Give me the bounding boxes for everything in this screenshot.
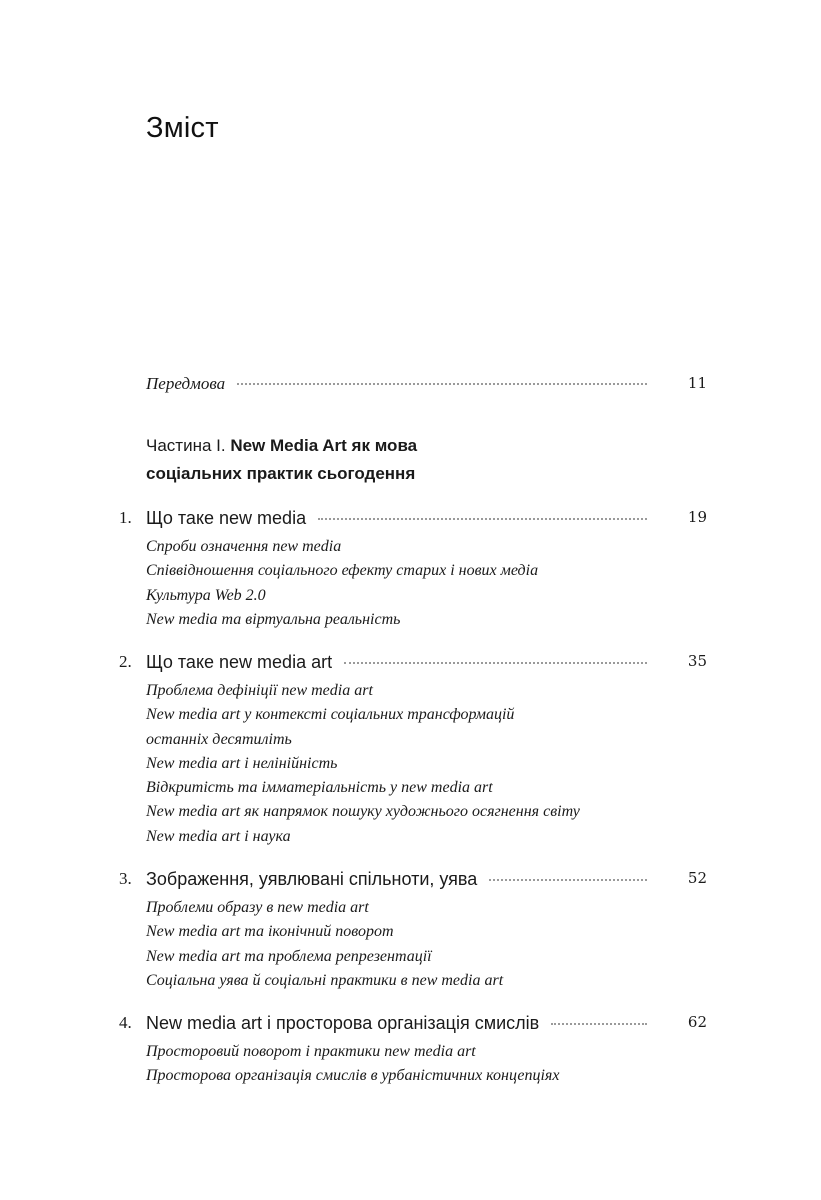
subsection[interactable]: Проблеми образу в new media art <box>146 899 369 916</box>
chapter-number: 4. <box>119 1013 132 1032</box>
page-number: 52 <box>687 869 707 887</box>
chapter-title: Що таке new media <box>146 508 307 528</box>
chapter-title: New media art і просторова організація смислів <box>146 1013 540 1033</box>
dot-leader <box>318 518 647 520</box>
subsection[interactable]: New media art і наука <box>146 827 291 845</box>
toc-entry-chapter-2[interactable] <box>119 652 707 673</box>
toc-entry-preface[interactable] <box>146 374 707 394</box>
page-number: 19 <box>687 508 707 526</box>
chapter-4-subsections <box>146 1040 559 1089</box>
dot-leader <box>344 662 647 664</box>
preface-label: Передмова <box>146 374 226 393</box>
dot-leader <box>489 879 647 881</box>
subsection[interactable]: Проблема дефініції new media art <box>146 682 373 699</box>
chapter-number: 2. <box>119 652 132 671</box>
part-heading <box>146 432 417 488</box>
part-prefix: Частина І. <box>146 436 226 455</box>
toc-entry-chapter-1[interactable] <box>119 508 707 529</box>
chapter-title: Що таке new media art <box>146 652 333 672</box>
part-title-line2: соціальних практик сьогодення <box>146 464 416 483</box>
subsection[interactable]: New media art у контексті соціальних трансформацій <box>146 706 515 724</box>
chapter-number: 3. <box>119 869 132 888</box>
subsection[interactable]: New media та віртуальна реальність <box>146 610 401 628</box>
subsection[interactable]: Просторовий поворот і практики new media art <box>146 1043 476 1060</box>
page-title: Зміст <box>146 112 219 144</box>
chapter-1-subsections <box>146 535 538 632</box>
chapter-title: Зображення, уявлювані спільноти, уява <box>146 869 478 889</box>
toc-entry-chapter-4[interactable] <box>119 1013 707 1034</box>
page-number: 62 <box>687 1013 707 1031</box>
page-number: 35 <box>687 652 707 670</box>
subsection[interactable]: Культура Web 2.0 <box>146 586 266 604</box>
chapter-number: 1. <box>119 508 132 527</box>
subsection[interactable]: Просторова організація смислів в урбаністичних концепціях <box>146 1067 560 1085</box>
subsection[interactable]: New media art та іконічний поворот <box>146 923 394 941</box>
subsection[interactable]: New media art як напрямок пошуку художнього осягнення світу <box>146 803 580 821</box>
subsection[interactable]: Спроби означення new media <box>146 538 342 555</box>
chapter-3-subsections <box>146 896 503 993</box>
dot-leader <box>237 383 647 385</box>
part-title-line1: New Media Art як мова <box>230 436 418 455</box>
subsection[interactable]: Співвідношення соціального ефекту старих і нових медіа <box>146 562 539 580</box>
dot-leader <box>551 1023 647 1025</box>
page-number: 11 <box>687 374 707 392</box>
subsection[interactable]: New media art та проблема репрезентації <box>146 947 432 965</box>
toc-entry-chapter-3[interactable] <box>119 869 707 890</box>
subsection[interactable]: Соціальна уява й соціальні практики в new media art <box>146 971 504 989</box>
subsection[interactable]: останніх десятиліть <box>146 730 292 748</box>
chapter-2-subsections <box>146 679 580 849</box>
subsection[interactable]: New media art і нелінійність <box>146 754 338 772</box>
subsection[interactable]: Відкритість та імматеріальність у new media art <box>146 779 493 797</box>
